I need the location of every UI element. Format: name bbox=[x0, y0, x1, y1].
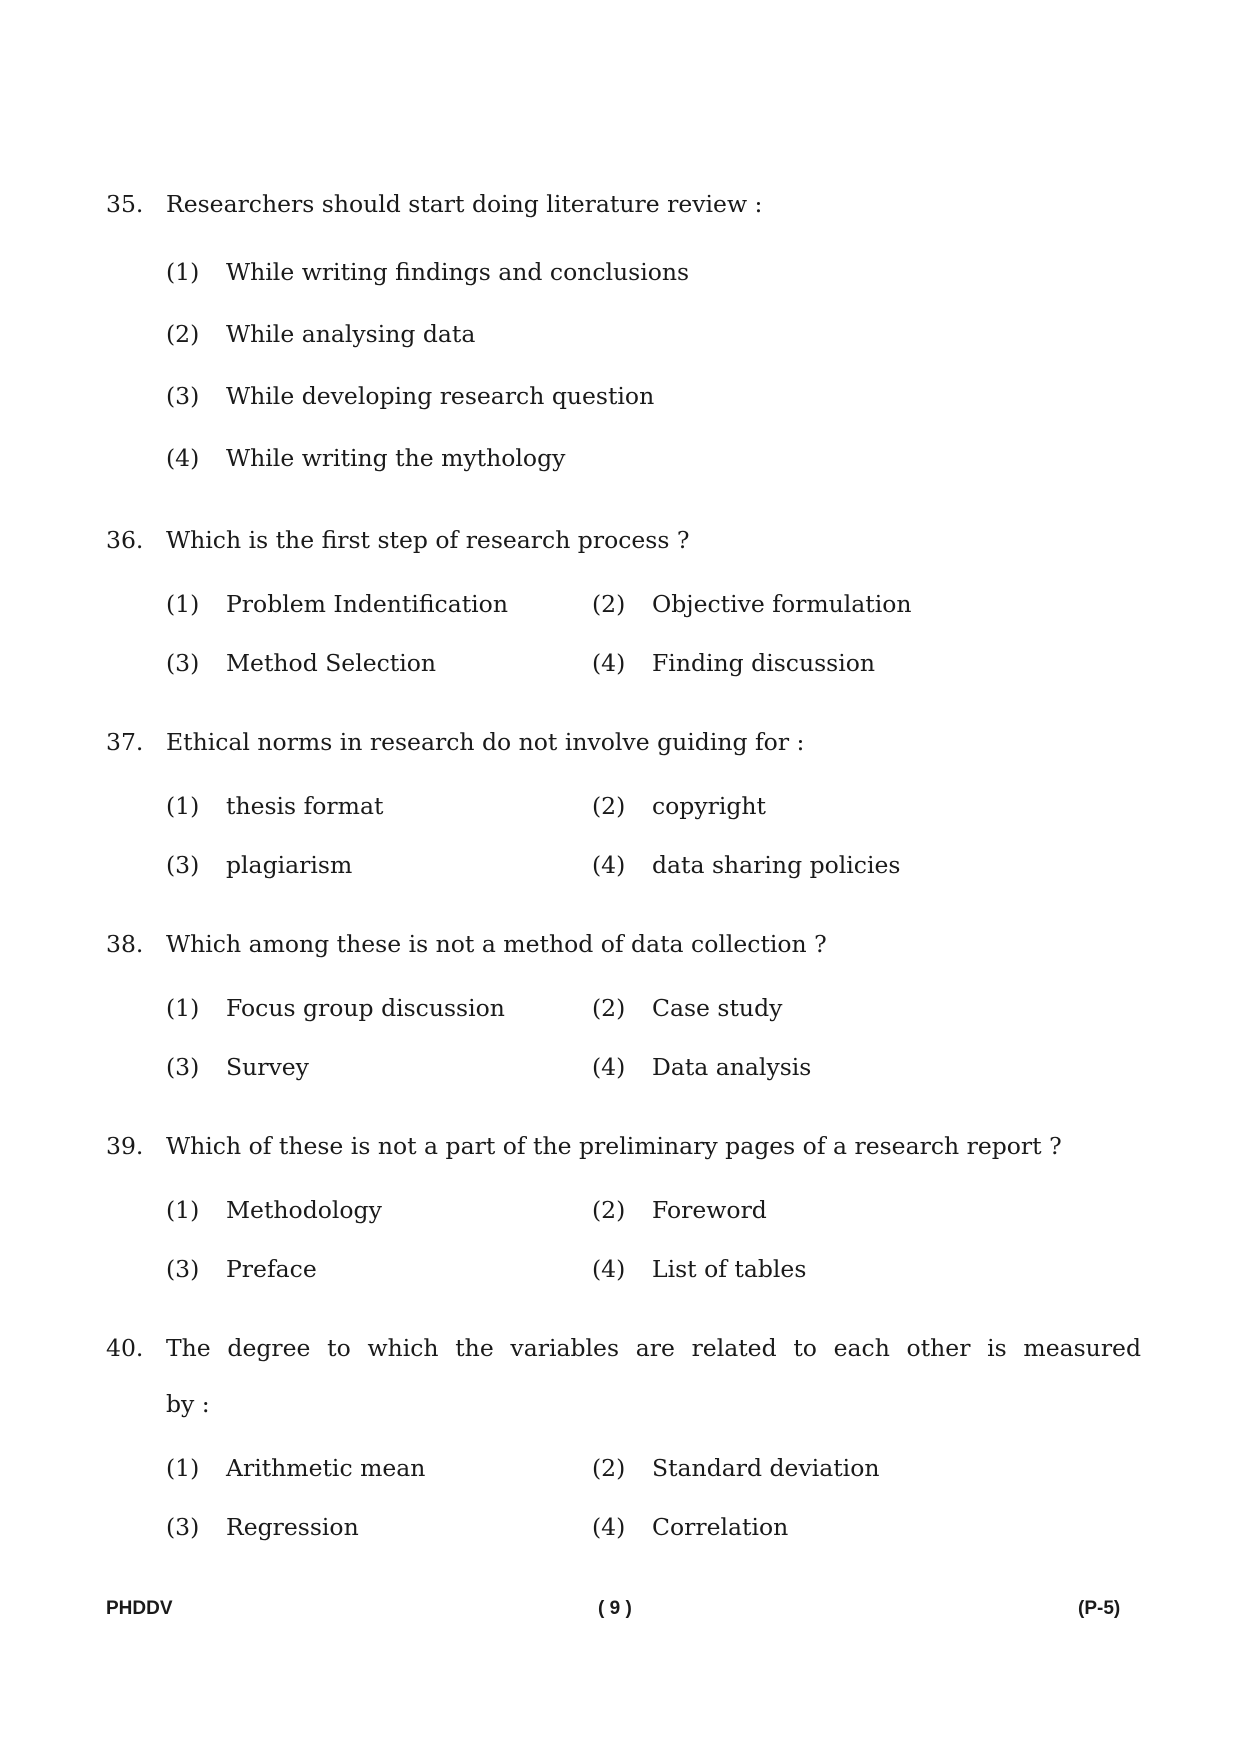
option-number: (4) bbox=[592, 649, 626, 677]
option-text: Methodology bbox=[226, 1196, 382, 1224]
option-number: (4) bbox=[592, 1513, 626, 1541]
option-text: While analysing data bbox=[226, 320, 476, 348]
option-text: data sharing policies bbox=[652, 851, 901, 879]
option-text: List of tables bbox=[652, 1255, 807, 1283]
page-number: ( 9 ) bbox=[598, 1598, 632, 1619]
option-text: plagiarism bbox=[226, 851, 353, 879]
question-text: The degree to which the variables are related to each other is measured bbox=[166, 1334, 1141, 1362]
option-number: (4) bbox=[592, 1255, 626, 1283]
option-number: (2) bbox=[592, 1196, 626, 1224]
option-number: (1) bbox=[166, 590, 200, 618]
option-number: (4) bbox=[592, 1053, 626, 1081]
question-number: 35. bbox=[106, 190, 144, 218]
option-text: Preface bbox=[226, 1255, 317, 1283]
option-text: thesis format bbox=[226, 792, 384, 820]
option-text: Survey bbox=[226, 1053, 309, 1081]
question-number: 37. bbox=[106, 728, 144, 756]
option-number: (2) bbox=[592, 1454, 626, 1482]
footer-code: PHDDV bbox=[106, 1598, 173, 1619]
question-number: 40. bbox=[106, 1334, 144, 1362]
question-number: 36. bbox=[106, 526, 144, 554]
question-text: Which among these is not a method of data collection ? bbox=[166, 930, 827, 958]
option-text: Objective formulation bbox=[652, 590, 912, 618]
option-number: (1) bbox=[166, 1454, 200, 1482]
option-number: (1) bbox=[166, 258, 200, 286]
option-number: (3) bbox=[166, 649, 200, 677]
option-text: Focus group discussion bbox=[226, 994, 505, 1022]
question-number: 39. bbox=[106, 1132, 144, 1160]
option-number: (3) bbox=[166, 1255, 200, 1283]
option-text: Correlation bbox=[652, 1513, 789, 1541]
option-number: (2) bbox=[592, 994, 626, 1022]
option-text: Case study bbox=[652, 994, 783, 1022]
option-text: While writing findings and conclusions bbox=[226, 258, 690, 286]
option-text: Arithmetic mean bbox=[226, 1454, 426, 1482]
question-text-continued: by : bbox=[166, 1390, 210, 1418]
option-number: (2) bbox=[592, 590, 626, 618]
option-text: Regression bbox=[226, 1513, 359, 1541]
option-number: (1) bbox=[166, 1196, 200, 1224]
option-text: Problem Indentification bbox=[226, 590, 508, 618]
option-number: (3) bbox=[166, 1513, 200, 1541]
option-text: While developing research question bbox=[226, 382, 655, 410]
option-number: (2) bbox=[592, 792, 626, 820]
option-text: Standard deviation bbox=[652, 1454, 880, 1482]
option-number: (2) bbox=[166, 320, 200, 348]
question-number: 38. bbox=[106, 930, 144, 958]
option-number: (3) bbox=[166, 851, 200, 879]
question-text: Which of these is not a part of the preliminary pages of a research report ? bbox=[166, 1132, 1062, 1160]
option-text: Finding discussion bbox=[652, 649, 875, 677]
option-text: Foreword bbox=[652, 1196, 767, 1224]
question-text: Which is the first step of research process ? bbox=[166, 526, 690, 554]
option-number: (1) bbox=[166, 792, 200, 820]
option-number: (1) bbox=[166, 994, 200, 1022]
question-text: Researchers should start doing literature review : bbox=[166, 190, 763, 218]
option-number: (4) bbox=[166, 444, 200, 472]
option-number: (3) bbox=[166, 382, 200, 410]
option-text: Method Selection bbox=[226, 649, 437, 677]
option-number: (3) bbox=[166, 1053, 200, 1081]
question-text: Ethical norms in research do not involve guiding for : bbox=[166, 728, 805, 756]
option-text: copyright bbox=[652, 792, 767, 820]
footer-series: (P-5) bbox=[1078, 1598, 1121, 1619]
option-number: (4) bbox=[592, 851, 626, 879]
option-text: Data analysis bbox=[652, 1053, 812, 1081]
option-text: While writing the mythology bbox=[226, 444, 566, 472]
